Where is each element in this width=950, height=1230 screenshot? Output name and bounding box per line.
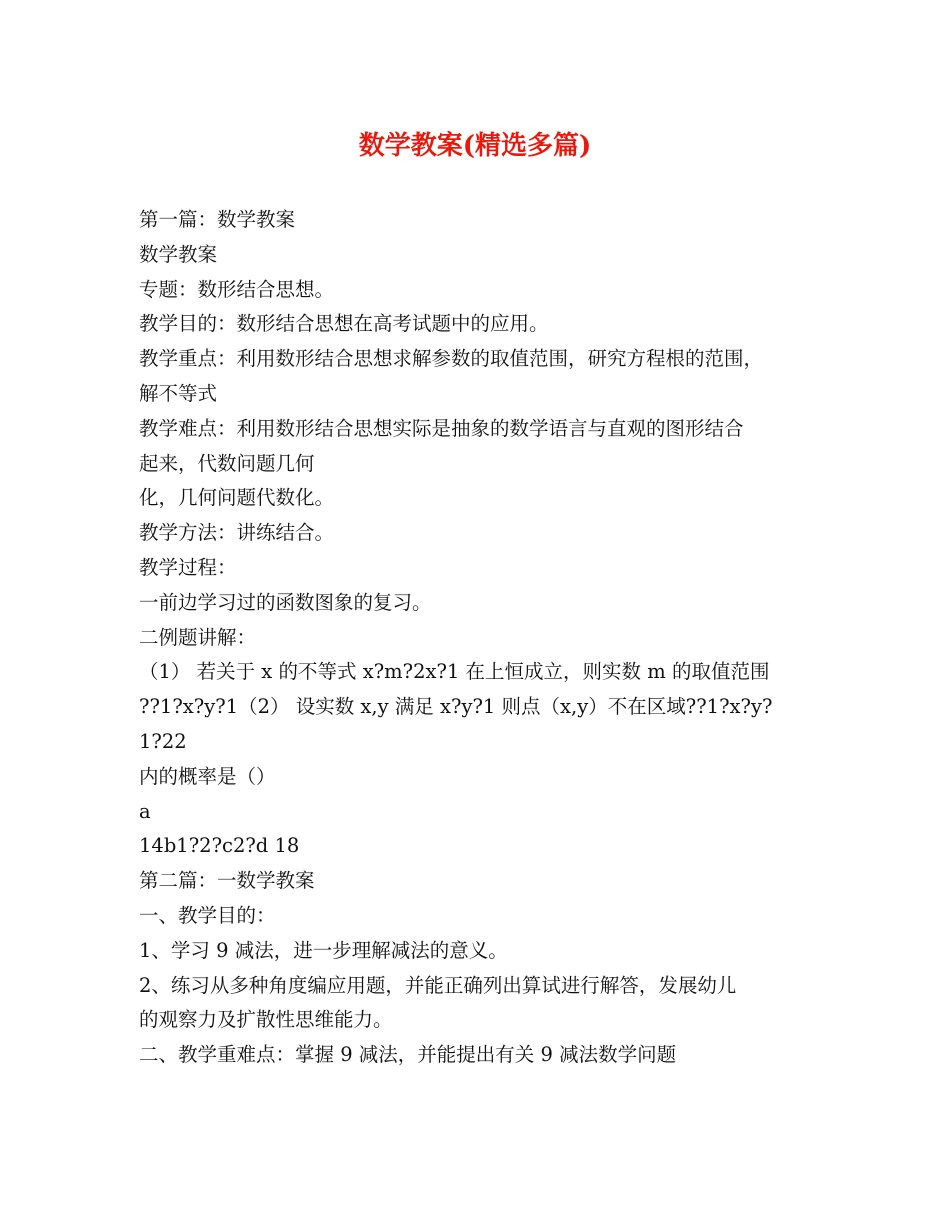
- text-line: 内的概率是（）: [139, 764, 276, 788]
- text-line: 一前边学习过的函数图象的复习。: [139, 590, 432, 614]
- text-line: 专题：数形结合思想。: [139, 277, 335, 301]
- text-line: 解不等式: [139, 381, 218, 405]
- text-line: 14b1?2?c2?d 18: [139, 834, 300, 858]
- text-line: 二、教学重难点：掌握 9 减法，并能提出有关 9 减法数学问题: [139, 1043, 677, 1067]
- text-line: ??1?x?y?1（2） 设实数 x,y 满足 x?y?1 则点（x,y）不在区域??1?x?y?: [139, 695, 773, 719]
- text-line: 起来，代数问题几何: [139, 451, 315, 475]
- text-line: 一、教学目的：: [139, 903, 276, 927]
- text-line: （1） 若关于 x 的不等式 x?m?2x?1 在上恒成立，则实数 m 的取值范围: [139, 660, 770, 684]
- text-line: 1?22: [139, 729, 187, 753]
- text-line: 教学目的：数形结合思想在高考试题中的应用。: [139, 312, 549, 336]
- text-line: 二例题讲解：: [139, 625, 257, 649]
- document-body: [139, 203, 839, 1073]
- text-line: 2、练习从多种角度编应用题，并能正确列出算试进行解答，发展幼儿: [139, 973, 737, 997]
- text-line: 教学重点：利用数形结合思想求解参数的取值范围，研究方程根的范围，: [139, 347, 764, 371]
- text-line: 第一篇：数学教案: [139, 208, 296, 231]
- text-line: 教学方法：讲练结合。: [139, 521, 335, 545]
- document-title: 数学教案(精选多篇): [358, 131, 592, 161]
- text-line: a: [139, 799, 151, 823]
- text-line: 化，几何问题代数化。: [139, 486, 335, 510]
- text-line: 第二篇：一数学教案: [139, 869, 315, 893]
- text-line: 教学过程：: [139, 555, 237, 579]
- text-line: 的观察力及扩散性思维能力。: [139, 1008, 393, 1032]
- text-line: 1、学习 9 减法，进一步理解减法的意义。: [139, 938, 508, 962]
- text-line: 数学教案: [139, 242, 218, 266]
- text-line: 教学难点：利用数形结合思想实际是抽象的数学语言与直观的图形结合: [139, 416, 744, 440]
